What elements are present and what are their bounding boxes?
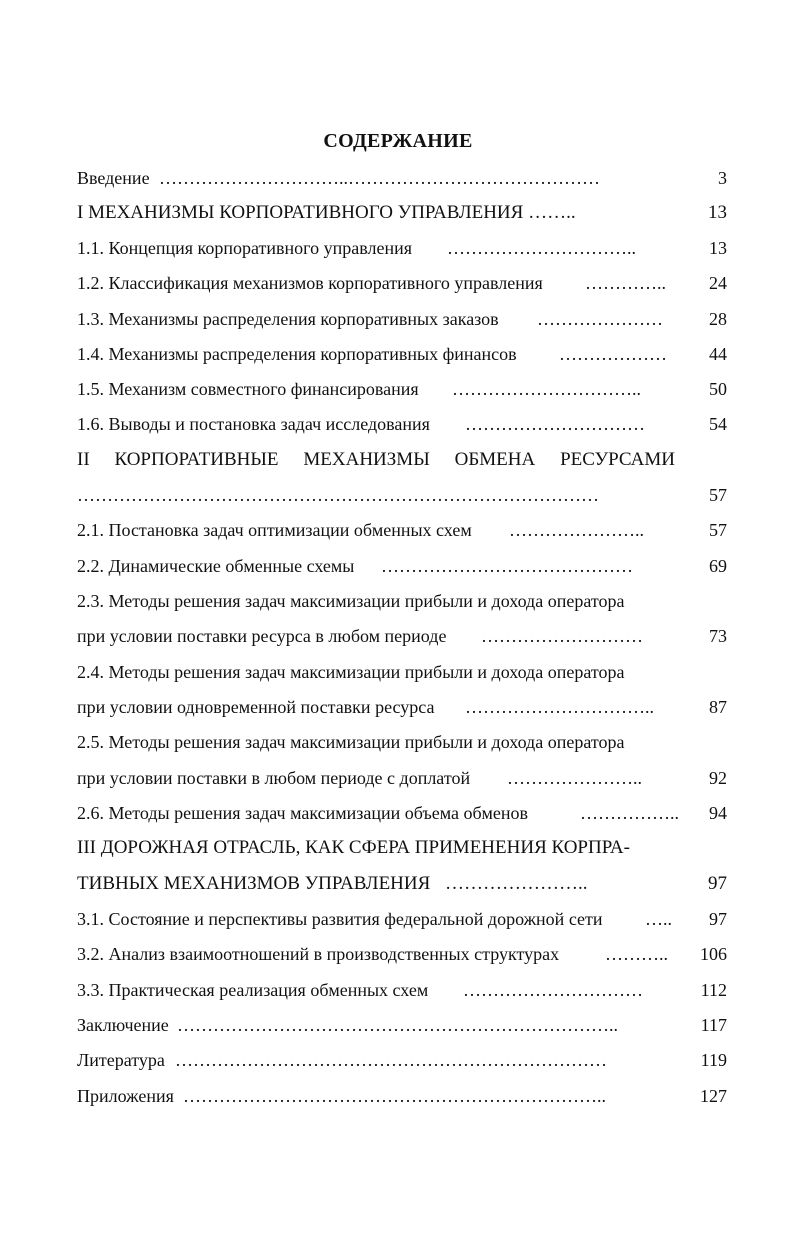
toc-page-number: 112: [700, 980, 727, 1000]
toc-entry-text: 1.6. Выводы и постановка задач исследования: [77, 414, 430, 434]
toc-chapter-2-continuation[interactable]: [77, 480, 727, 510]
toc-entry-text: 2.4. Методы решения задач максимизации прибыли и дохода оператора: [77, 662, 625, 682]
toc-leader-dots: …………………………..: [465, 697, 654, 717]
toc-leader-dots: ………………: [559, 344, 667, 364]
toc-page-number: 54: [709, 414, 727, 434]
toc-page-number: 50: [709, 379, 727, 399]
toc-entry-1-6[interactable]: [77, 409, 727, 439]
toc-leader-dots: …………………..: [509, 520, 644, 540]
toc-entry-conclusion[interactable]: [77, 1010, 727, 1040]
toc-entry-2-5-continuation[interactable]: [77, 763, 727, 793]
toc-entry-text: при условии поставки в любом периоде с доплатой: [77, 768, 471, 788]
toc-entry-text: Приложения: [77, 1086, 174, 1106]
toc-entry-text: 2.3. Методы решения задач максимизации прибыли и дохода оператора: [77, 591, 625, 611]
toc-page-number: 97: [709, 909, 727, 929]
toc-page-number: 92: [709, 768, 727, 788]
toc-entry-text: [77, 445, 675, 475]
toc-page-number: 3: [718, 168, 727, 188]
toc-entry-appendix[interactable]: [77, 1081, 727, 1111]
toc-entry-3-3[interactable]: [77, 975, 727, 1005]
toc-entry-3-2[interactable]: [77, 939, 727, 969]
toc-word: РЕСУРСАМИ: [560, 449, 675, 470]
toc-leader-dots: …………………………..: [452, 379, 641, 399]
toc-page-number: 87: [709, 697, 727, 717]
toc-page-number: 97: [708, 873, 727, 894]
toc-entry-1-2[interactable]: [77, 268, 727, 298]
toc-entry-text: I МЕХАНИЗМЫ КОРПОРАТИВНОГО УПРАВЛЕНИЯ ……..: [77, 202, 576, 223]
toc-leader-dots: ………………………………………………………………..: [177, 1015, 618, 1035]
toc-leader-dots: …………………………..……………………………………: [159, 168, 600, 188]
toc-entry-literature[interactable]: [77, 1045, 727, 1075]
toc-leader-dots: ……………………………………………………………..: [183, 1086, 606, 1106]
toc-leader-dots: …………..: [585, 273, 666, 293]
toc-leader-dots: …..: [645, 909, 672, 929]
toc-leader-dots: ………..: [605, 944, 668, 964]
toc-entry-text: Литература: [77, 1050, 165, 1070]
toc-entry-text: 2.6. Методы решения задач максимизации объема обменов: [77, 803, 529, 823]
toc-page-number: 13: [708, 202, 727, 223]
toc-entry-text: III ДОРОЖНАЯ ОТРАСЛЬ, КАК СФЕРА ПРИМЕНЕНИЯ КОРПРА-: [77, 837, 630, 858]
toc-leader-dots: …………………..: [445, 873, 588, 894]
toc-page-number: 13: [709, 238, 727, 258]
toc-page-number: 28: [709, 309, 727, 329]
toc-leader-dots: ………………………………………………………………: [175, 1050, 607, 1070]
toc-entry-text: 2.5. Методы решения задач максимизации прибыли и дохода оператора: [77, 732, 625, 752]
toc-entry-1-5[interactable]: [77, 374, 727, 404]
toc-page-number: 69: [709, 556, 727, 576]
toc-chapter-1[interactable]: [77, 198, 727, 228]
toc-leader-dots: ……………………………………………………………………………: [77, 485, 599, 505]
toc-entry-text: Введение: [77, 168, 150, 188]
toc-entry-text: 1.2. Классификация механизмов корпоративного управления: [77, 273, 543, 293]
toc-entry-text: ТИВНЫХ МЕХАНИЗМОВ УПРАВЛЕНИЯ: [77, 873, 431, 894]
toc-leader-dots: …………………..: [507, 768, 642, 788]
toc-chapter-3-continuation[interactable]: [77, 869, 727, 899]
toc-page-number: 117: [700, 1015, 727, 1035]
toc-leader-dots: ……………..: [580, 803, 679, 823]
toc-entry-2-5[interactable]: [77, 727, 727, 757]
toc-page-number: 106: [700, 944, 727, 964]
toc-entry-text: 1.1. Концепция корпоративного управления: [77, 238, 412, 258]
toc-page-number: 119: [700, 1050, 727, 1070]
toc-title: СОДЕРЖАНИЕ: [323, 130, 473, 152]
toc-entry-text: при условии одновременной поставки ресурса: [77, 697, 435, 717]
toc-leader-dots: ………………………: [481, 626, 643, 646]
toc-page-number: 24: [709, 273, 727, 293]
toc-chapter-2[interactable]: [77, 445, 727, 475]
toc-entry-2-3-continuation[interactable]: [77, 621, 727, 651]
toc-page-number: 73: [709, 626, 727, 646]
toc-entry-1-1[interactable]: [77, 233, 727, 263]
toc-entry-1-3[interactable]: [77, 304, 727, 334]
toc-chapter-3[interactable]: [77, 833, 727, 863]
toc-entry-text: Заключение: [77, 1015, 169, 1035]
toc-leader-dots: …………………: [537, 309, 663, 329]
toc-entry-2-3[interactable]: [77, 586, 727, 616]
toc-entry-text: 1.4. Механизмы распределения корпоративных финансов: [77, 344, 517, 364]
toc-entry-text: 3.2. Анализ взаимоотношений в производственных структурах: [77, 944, 560, 964]
toc-page-number: 127: [700, 1086, 727, 1106]
toc-entry-intro[interactable]: [77, 163, 727, 193]
toc-entry-text: при условии поставки ресурса в любом периоде: [77, 626, 447, 646]
toc-entry-text: 3.1. Состояние и перспективы развития федеральной дорожной сети: [77, 909, 603, 929]
toc-leader-dots: ……………………………………: [381, 556, 633, 576]
toc-word: КОРПОРАТИВНЫЕ: [114, 449, 279, 470]
toc-word: II: [77, 449, 90, 470]
toc-entry-2-4[interactable]: [77, 657, 727, 687]
toc-entry-2-2[interactable]: [77, 551, 727, 581]
toc-page-number: 44: [709, 344, 727, 364]
toc-entry-text: 1.3. Механизмы распределения корпоративных заказов: [77, 309, 499, 329]
toc-entry-text: 1.5. Механизм совместного финансирования: [77, 379, 419, 399]
toc-entry-text: 2.1. Постановка задач оптимизации обменных схем: [77, 520, 472, 540]
toc-page-number: 94: [709, 803, 727, 823]
toc-entry-2-4-continuation[interactable]: [77, 692, 727, 722]
toc-page-number: 57: [709, 520, 727, 540]
toc-entry-2-6[interactable]: [77, 798, 727, 828]
toc-entry-2-1[interactable]: [77, 515, 727, 545]
toc-word: ОБМЕНА: [454, 449, 536, 470]
toc-entry-1-4[interactable]: [77, 339, 727, 369]
toc-leader-dots: …………………………: [465, 414, 645, 434]
toc-entry-text: 2.2. Динамические обменные схемы: [77, 556, 355, 576]
toc-entry-text: 3.3. Практическая реализация обменных схем: [77, 980, 429, 1000]
toc-page-number: 57: [709, 485, 727, 505]
toc-entry-3-1[interactable]: [77, 904, 727, 934]
toc-word: МЕХАНИЗМЫ: [303, 449, 430, 470]
toc-leader-dots: …………………………..: [447, 238, 636, 258]
toc-leader-dots: …………………………: [463, 980, 643, 1000]
